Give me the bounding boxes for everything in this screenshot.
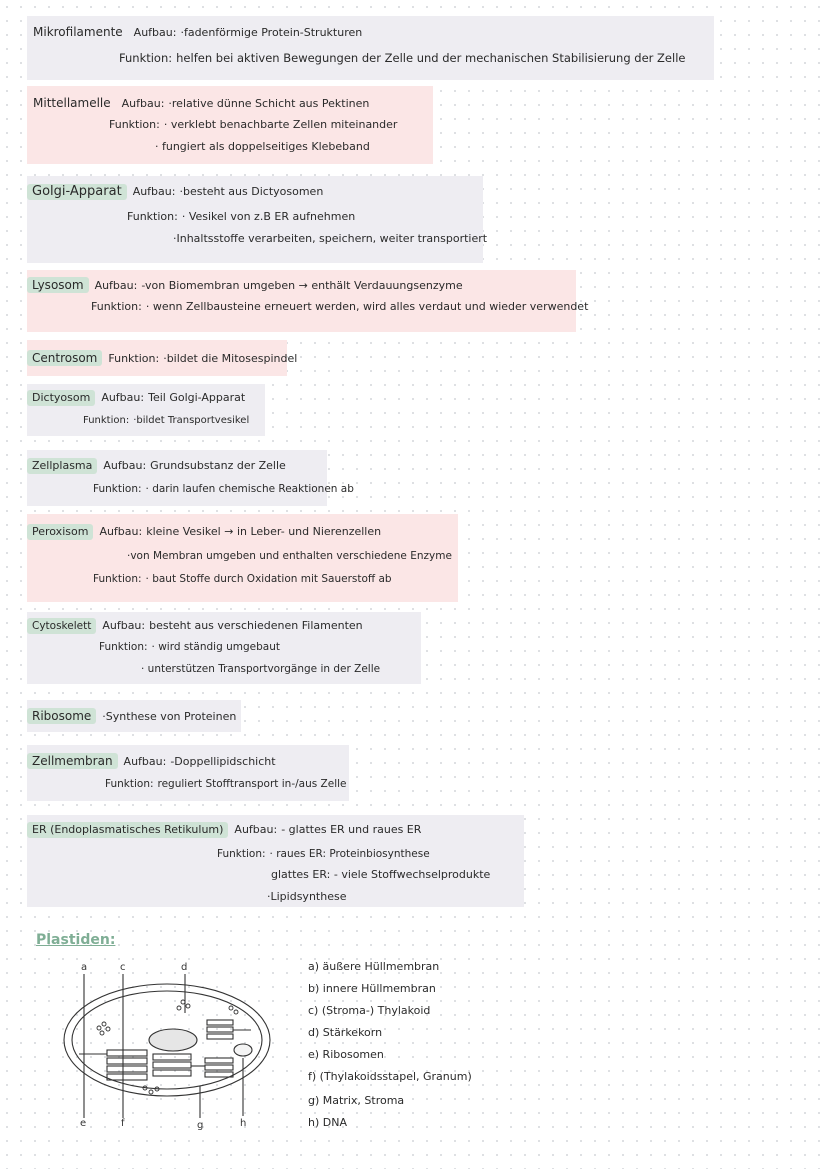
term-golgi: Golgi-Apparat bbox=[27, 184, 127, 200]
legend-item: g) Matrix, Stroma bbox=[308, 1094, 405, 1107]
card-lysosom bbox=[27, 270, 589, 332]
card-zellmembran bbox=[27, 745, 349, 801]
funktion-label: Funktion: bbox=[127, 210, 178, 223]
funktion-text: reguliert Stofftransport in-/aus Zelle bbox=[157, 778, 347, 790]
label-f: f bbox=[121, 1118, 125, 1129]
funktion-text-3: ·Lipidsynthese bbox=[267, 890, 347, 903]
granum-1 bbox=[107, 1050, 147, 1080]
aufbau-text: ·relative dünne Schicht aus Pektinen bbox=[168, 97, 370, 110]
term-lysosom: Lysosom bbox=[27, 277, 89, 293]
card-mittellamelle bbox=[27, 86, 433, 164]
label-g: g bbox=[197, 1120, 204, 1130]
ribosome-text: ·Synthese von Proteinen bbox=[102, 710, 237, 723]
aufbau-label: Aufbau: bbox=[121, 97, 165, 110]
funktion-label: Funktion: bbox=[99, 641, 148, 653]
label-h: h bbox=[240, 1118, 247, 1129]
card-zellplasma bbox=[27, 450, 354, 506]
aufbau-label: Aufbau: bbox=[101, 391, 145, 404]
term-cytoskelett: Cytoskelett bbox=[27, 618, 96, 634]
label-a: a bbox=[81, 962, 88, 973]
card-golgi bbox=[27, 176, 488, 263]
term-peroxisom: Peroxisom bbox=[27, 524, 93, 540]
aufbau-text: Grundsubstanz der Zelle bbox=[150, 459, 286, 472]
funktion-text: · wird ständig umgebaut bbox=[151, 641, 280, 653]
funktion-text-2: · fungiert als doppelseitiges Klebeband bbox=[155, 140, 370, 153]
aufbau-label: Aufbau: bbox=[133, 26, 177, 39]
funktion-text: · wenn Zellbausteine erneuert werden, wird alles verdaut und wieder verwendet bbox=[145, 300, 589, 313]
funktion-text: · Vesikel von z.B ER aufnehmen bbox=[181, 210, 356, 223]
aufbau-label: Aufbau: bbox=[123, 755, 167, 768]
funktion-text: · raues ER: Proteinbiosynthese bbox=[269, 848, 430, 860]
card-dictyosom bbox=[27, 384, 265, 436]
funktion-text-2: ·Inhaltsstoffe verarbeiten, speichern, weiter transportiert bbox=[173, 232, 488, 245]
card-centrosom bbox=[27, 340, 298, 376]
funktion-label: Funktion: bbox=[93, 573, 142, 585]
aufbau-text: -Doppellipidschicht bbox=[170, 755, 276, 768]
term-mittellamelle: Mittellamelle bbox=[33, 96, 111, 110]
legend-item: d) Stärkekorn bbox=[308, 1026, 383, 1039]
funktion-text: helfen bei aktiven Bewegungen der Zelle und der mechanischen Stabilisierung der Zelle bbox=[176, 51, 686, 65]
granum-4 bbox=[205, 1058, 233, 1077]
funktion-text-2: · unterstützen Transportvorgänge in der Zelle bbox=[141, 663, 381, 675]
aufbau-label: Aufbau: bbox=[94, 279, 138, 292]
card-cytoskelett bbox=[27, 612, 421, 684]
funktion-label: Funktion: bbox=[217, 848, 266, 860]
aufbau-label: Aufbau: bbox=[102, 619, 146, 632]
funktion-label: Funktion: bbox=[119, 51, 173, 65]
card-ribosome bbox=[27, 700, 241, 732]
term-centrosom: Centrosom bbox=[27, 350, 102, 366]
term-dictyosom: Dictyosom bbox=[27, 390, 95, 406]
term-er: ER (Endoplasmatisches Retikulum) bbox=[27, 822, 228, 838]
term-mikrofilamente: Mikrofilamente bbox=[33, 25, 123, 39]
funktion-text: ·bildet die Mitosespindel bbox=[163, 352, 298, 365]
legend-item: e) Ribosomen bbox=[308, 1048, 384, 1061]
plastiden-title: Plastiden: bbox=[36, 932, 116, 948]
legend-item: h) DNA bbox=[308, 1116, 347, 1129]
term-zellplasma: Zellplasma bbox=[27, 458, 97, 474]
funktion-label: Funktion: bbox=[93, 483, 142, 495]
label-c: c bbox=[120, 962, 126, 973]
funktion-text: · darin laufen chemische Reaktionen ab bbox=[145, 483, 354, 495]
funktion-label: Funktion: bbox=[91, 300, 142, 313]
funktion-label: Funktion: bbox=[108, 352, 160, 365]
aufbau-label: Aufbau: bbox=[132, 185, 176, 198]
funktion-label: Funktion: bbox=[109, 118, 160, 131]
aufbau-label: Aufbau: bbox=[99, 525, 143, 538]
aufbau-label: Aufbau: bbox=[234, 823, 278, 836]
card-mikrofilamente bbox=[27, 16, 714, 80]
term-zellmembran: Zellmembran bbox=[27, 753, 118, 769]
aufbau-text: kleine Vesikel → in Leber- und Nierenzellen bbox=[146, 525, 382, 538]
plastid-diagram bbox=[55, 958, 295, 1130]
funktion-text: ·bildet Transportvesikel bbox=[133, 415, 250, 426]
card-peroxisom bbox=[27, 514, 458, 602]
label-d: d bbox=[181, 962, 188, 973]
aufbau-text: Teil Golgi-Apparat bbox=[148, 391, 246, 404]
aufbau-text: ·fadenförmige Protein-Strukturen bbox=[180, 26, 363, 39]
aufbau-text: besteht aus verschiedenen Filamenten bbox=[149, 619, 363, 632]
aufbau-text-2: ·von Membran umgeben und enthalten verschiedene Enzyme bbox=[127, 550, 452, 562]
granum-3 bbox=[207, 1020, 233, 1039]
starch-grain bbox=[149, 1029, 197, 1051]
aufbau-text: - glattes ER und raues ER bbox=[281, 823, 422, 836]
label-e: e bbox=[80, 1118, 87, 1129]
aufbau-text: ·besteht aus Dictyosomen bbox=[179, 185, 324, 198]
term-ribosome: Ribosome bbox=[27, 708, 96, 724]
legend-item: a) äußere Hüllmembran bbox=[308, 960, 440, 973]
granum-2 bbox=[153, 1054, 191, 1076]
legend-item: b) innere Hüllmembran bbox=[308, 982, 436, 995]
funktion-text: · baut Stoffe durch Oxidation mit Sauerstoff ab bbox=[145, 573, 392, 585]
funktion-label: Funktion: bbox=[105, 778, 154, 790]
dna bbox=[234, 1044, 252, 1056]
funktion-label: Funktion: bbox=[83, 415, 130, 426]
funktion-text: · verklebt benachbarte Zellen miteinander bbox=[163, 118, 398, 131]
aufbau-text: -von Biomembran umgeben → enthält Verdauungsenzyme bbox=[141, 279, 463, 292]
legend-item: c) (Stroma-) Thylakoid bbox=[308, 1004, 431, 1017]
aufbau-label: Aufbau: bbox=[103, 459, 147, 472]
funktion-text-2: glattes ER: - viele Stoffwechselprodukte bbox=[271, 868, 491, 881]
card-er bbox=[27, 815, 524, 907]
legend-item: f) (Thylakoidsstapel, Granum) bbox=[308, 1070, 472, 1083]
